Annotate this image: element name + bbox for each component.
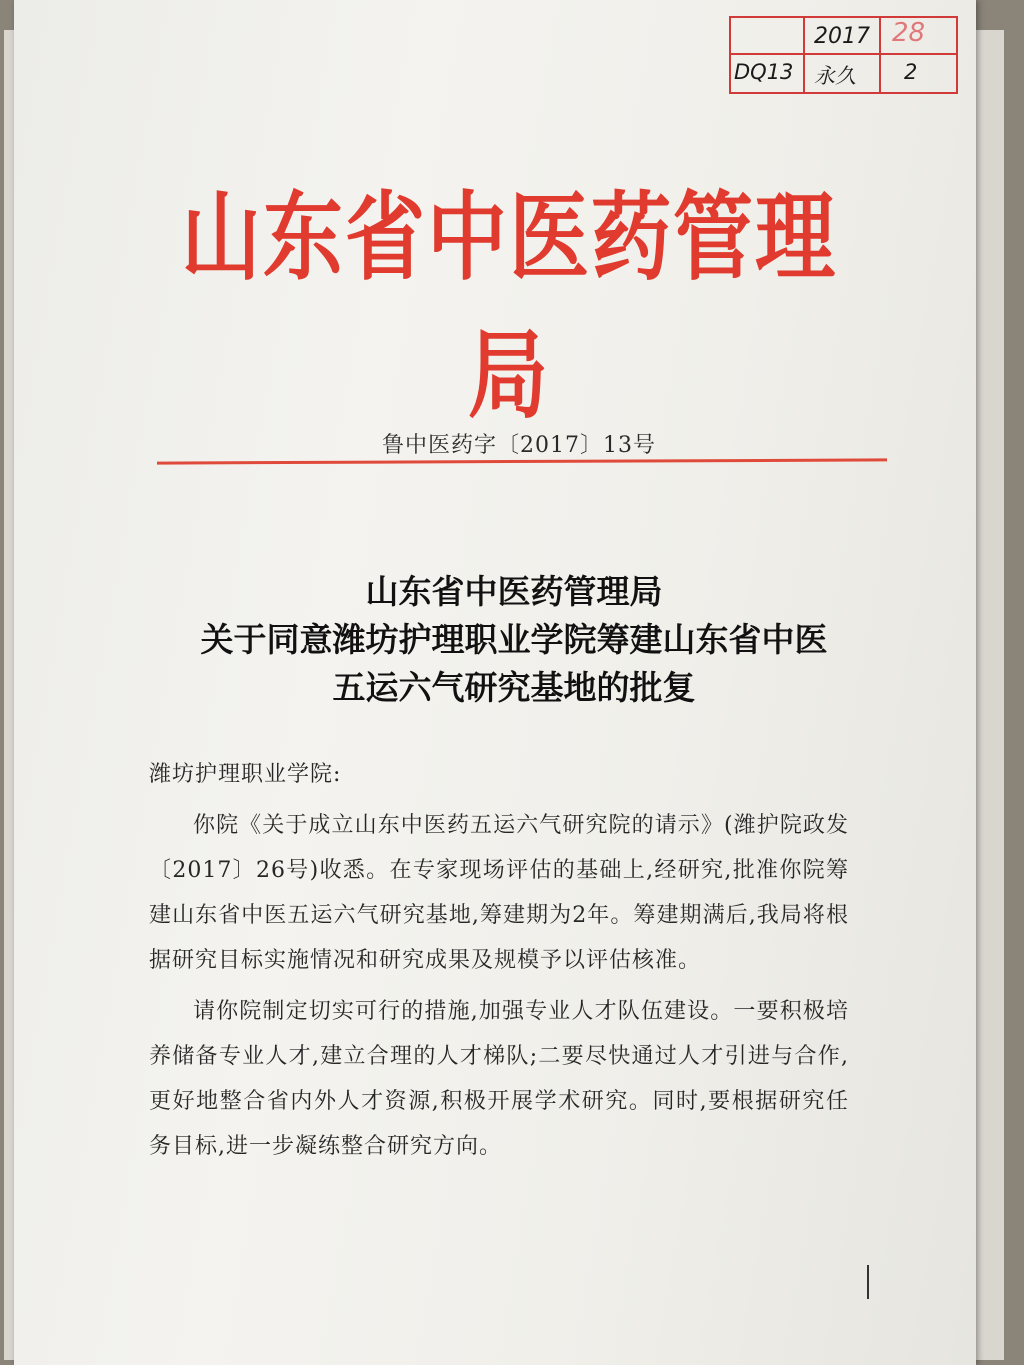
salutation: 潍坊护理职业学院: (149, 762, 342, 787)
stamp-pieces: 2 (904, 60, 918, 84)
stamp-divider (879, 18, 881, 92)
document-number: 鲁中医药字〔2017〕13号 (382, 433, 656, 458)
stamp-archive-code: DQ13 (734, 60, 794, 84)
stamp-divider (803, 18, 805, 92)
red-divider-line (157, 458, 887, 464)
stamp-divider (731, 53, 956, 55)
document-body (149, 752, 849, 1169)
stamp-seq: 28 (892, 18, 926, 48)
agency-header: 山东省中医药管理局 (181, 181, 837, 432)
title-line: 关于同意潍坊护理职业学院筹建山东省中医 (200, 620, 828, 659)
document-title (134, 568, 894, 712)
document-page (14, 0, 976, 1365)
body-paragraph: 你院《关于成立山东中医药五运六气研究院的请示》(潍护院政发〔2017〕26号)收悉。在专家现场评估的基础上,经研究,批准你院筹建山东省中医五运六气研究基地,筹建期为2年。筹建期满后,我局将根据研究目标实施情况和研究成果及规模予以评估核准。 (149, 813, 849, 973)
title-line: 山东省中医药管理局 (365, 572, 663, 611)
pen-mark (867, 1265, 869, 1299)
title-line: 五运六气研究基地的批复 (332, 668, 696, 707)
body-paragraph: 请你院制定切实可行的措施,加强专业人才队伍建设。一要积极培养储备专业人才,建立合理的人才梯队;二要尽快通过人才引进与合作,更好地整合省内外人才资源,积极开展学术研究。同时,要根据研究任务目标,进一步凝练整合研究方向。 (149, 999, 849, 1159)
stamp-retention: 永久 (814, 64, 856, 88)
stamp-year: 2017 (814, 24, 870, 49)
